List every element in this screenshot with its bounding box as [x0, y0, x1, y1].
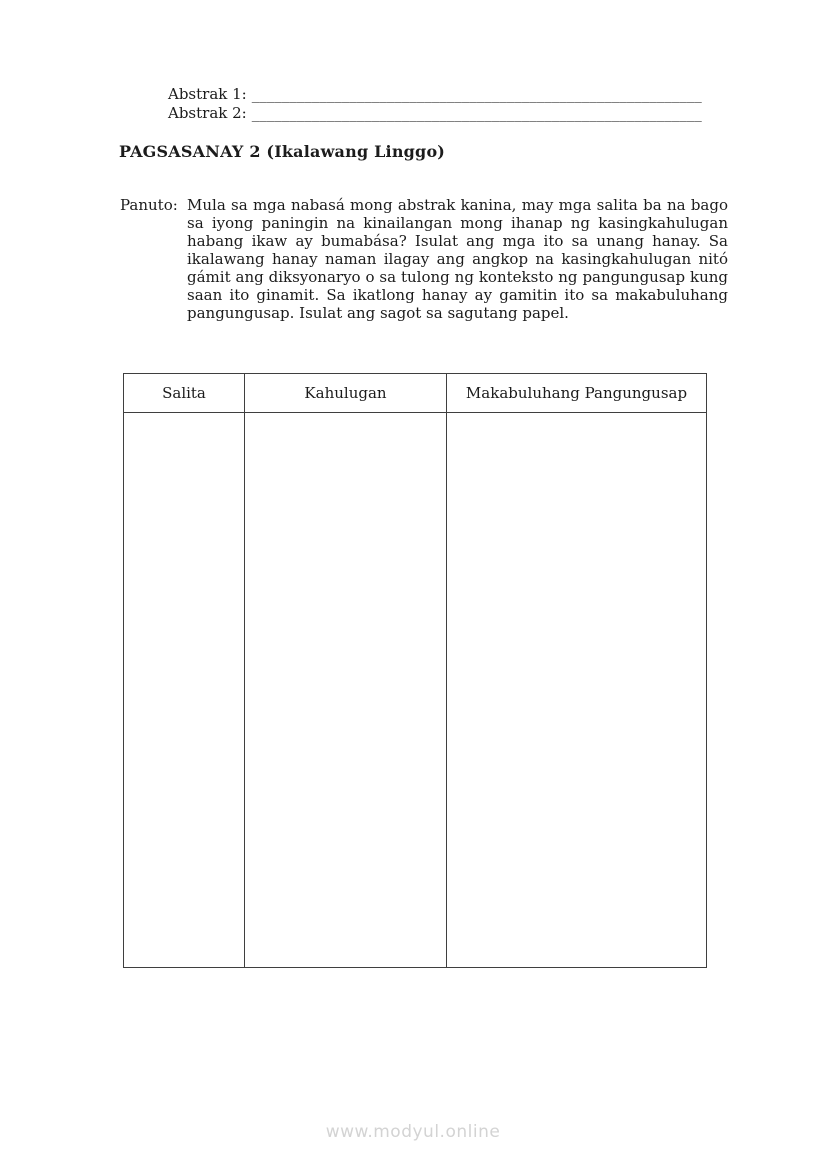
table-header-kahulugan: Kahulugan: [245, 374, 447, 413]
table-cell-makabuluhang-pangungusap: [447, 413, 707, 968]
table-header-row: [124, 374, 707, 413]
abstrak-1-line: [168, 85, 702, 104]
table-cell-kahulugan: [245, 413, 447, 968]
abstrak-1-label: Abstrak 1:: [168, 85, 247, 103]
abstrak-2-label: Abstrak 2:: [168, 104, 247, 122]
abstrak-2-blank: ____________________________________________________________: [251, 104, 702, 122]
instructions-block: [120, 196, 728, 322]
table-header-makabuluhang-pangungusap: Makabuluhang Pangungusap: [447, 374, 707, 413]
footer-watermark: www.modyul.online: [325, 1122, 501, 1142]
abstrak-blanks: [168, 85, 702, 123]
table-body-row: [124, 413, 707, 968]
table-header-salita: Salita: [124, 374, 245, 413]
vocabulary-table: [123, 373, 707, 968]
abstrak-1-blank: ____________________________________________________________: [251, 85, 702, 103]
table-cell-salita: [124, 413, 245, 968]
exercise-heading: PAGSASANAY 2 (Ikalawang Linggo): [119, 142, 446, 161]
abstrak-2-line: [168, 104, 702, 123]
instructions-label: Panuto:: [120, 196, 178, 214]
instructions-text: Mula sa mga nabasá mong abstrak kanina, may mga salita ba na bago sa iyong paningin na kinailangan mong ihanap ng kasingkahulugan habang ikaw ay bumabása? Isulat ang mga ito sa unang hanay. Sa ikalawang hanay naman ilagay ang angkop na kasingkahulugan nitó gámit ang diksyonaryo o sa tulong ng konteksto ng pangungusap kung saan ito ginamit. Sa ikatlong hanay ay gamitin ito sa makabuluhang pangungusap. Isulat ang sagot sa sagutang papel.: [187, 196, 728, 322]
